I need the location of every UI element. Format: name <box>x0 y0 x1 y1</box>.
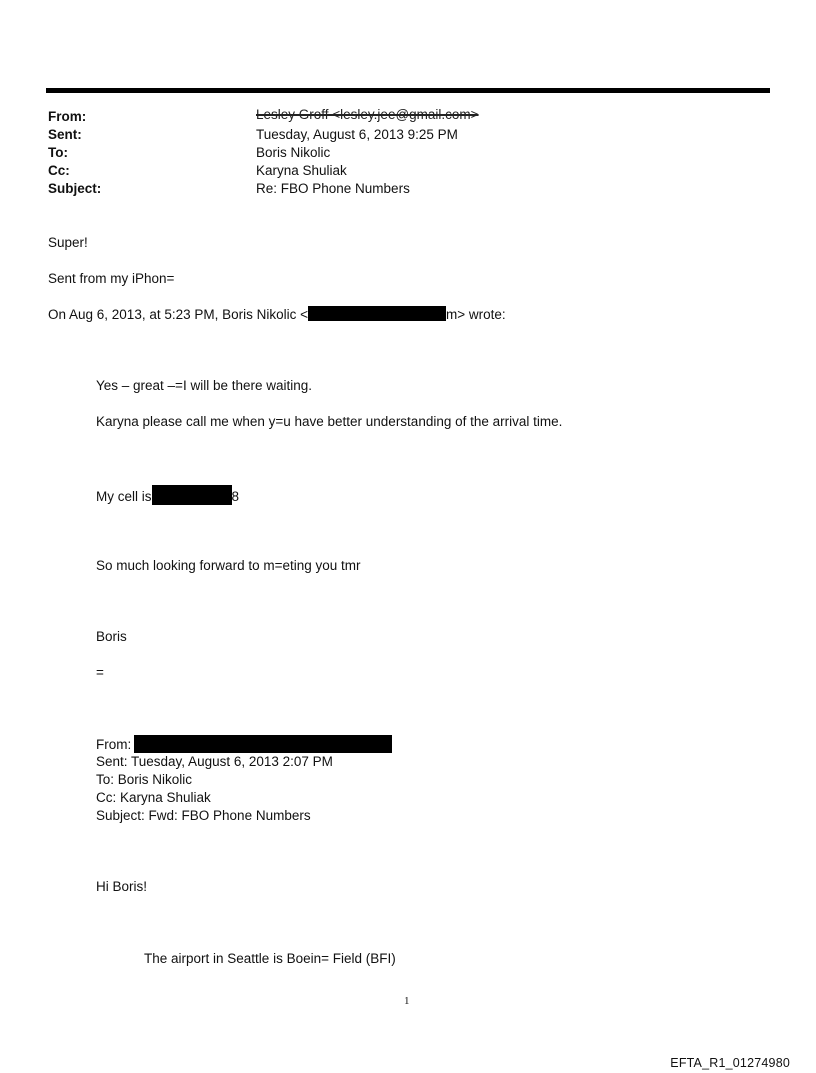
to-label: To: <box>48 145 68 160</box>
redaction-bar <box>308 306 446 321</box>
page-number: 1 <box>404 995 410 1007</box>
reply-line-2: Karyna please call me when y=u have better understanding of the arrival time. <box>96 414 563 429</box>
fwd-to: To: Boris Nikolic <box>96 772 193 787</box>
fwd-subject: Subject: Fwd: FBO Phone Numbers <box>96 808 311 823</box>
quote-intro-suffix: m> wrote: <box>446 307 506 322</box>
sent-label: Sent: <box>48 127 82 142</box>
cc-label: Cc: <box>48 163 70 178</box>
signature: Boris <box>96 629 127 644</box>
redaction-bar <box>152 485 232 505</box>
fwd-from <box>96 735 392 754</box>
from-value: Lesley Groff <lesley.jee@gmail.com> <box>256 107 479 122</box>
fwd-airport-line: The airport in Seattle is Boein= Field (BFI) <box>144 951 396 966</box>
encoding-artifact: = <box>96 665 104 680</box>
from-label: From: <box>48 109 87 124</box>
to-value: Boris Nikolic <box>256 145 331 160</box>
quote-intro <box>48 306 506 324</box>
quote-intro-prefix: On Aug 6, 2013, at 5:23 PM, Boris Nikolic < <box>48 307 309 322</box>
subject-value: Re: FBO Phone Numbers <box>256 181 410 196</box>
sent-value: Tuesday, August 6, 2013 9:25 PM <box>256 127 458 142</box>
cc-value: Karyna Shuliak <box>256 163 347 178</box>
redaction-bar <box>134 735 392 753</box>
reply-line-1: Yes – great –=I will be there waiting. <box>96 378 313 393</box>
body-line-super: Super! <box>48 235 88 250</box>
header-divider <box>46 88 770 93</box>
reply-cell-line <box>96 485 239 506</box>
cell-prefix: My cell is <box>96 489 152 504</box>
cell-suffix: 8 <box>231 489 240 504</box>
subject-label: Subject: <box>48 181 102 196</box>
fwd-cc: Cc: Karyna Shuliak <box>96 790 211 805</box>
fwd-sent: Sent: Tuesday, August 6, 2013 2:07 PM <box>96 754 333 769</box>
reply-line-3: So much looking forward to m=eting you tmr <box>96 558 361 573</box>
fwd-greeting: Hi Boris! <box>96 879 148 894</box>
fwd-from-label: From: <box>96 737 132 752</box>
bates-number: EFTA_R1_01274980 <box>670 1056 790 1070</box>
body-line-sent-from: Sent from my iPhon= <box>48 271 175 286</box>
